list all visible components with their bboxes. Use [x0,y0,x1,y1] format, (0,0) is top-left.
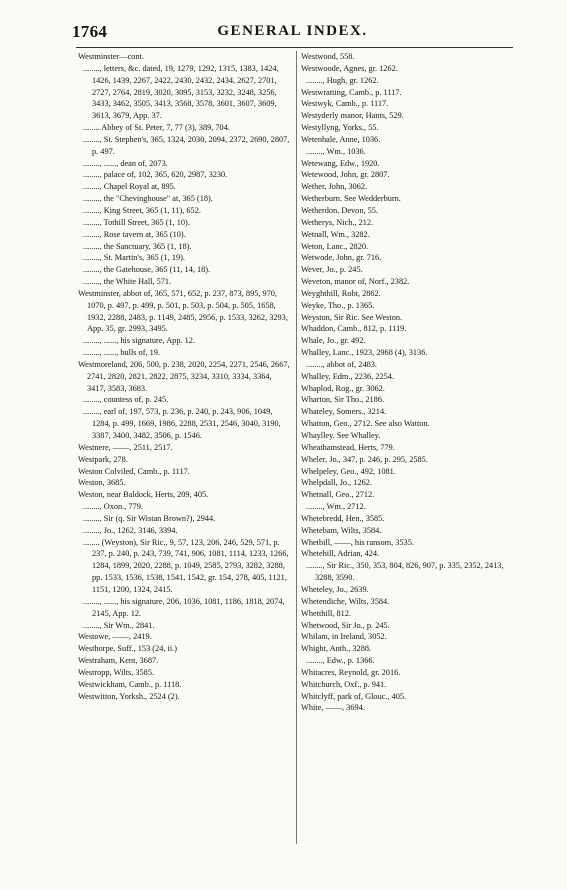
index-entry: Westowe, ——, 2419. [78,632,152,642]
index-entry: Westnere, ——, 2511, 2517. [78,442,173,452]
index-entry: Westminster—cont. [78,52,144,61]
index-entry: Whetthill, 812. [301,608,352,618]
index-entry: ........, St. Martin's, 365 (1, 19). [83,253,185,263]
index-entry: Whilam, in Ireland, 3052. [301,632,387,642]
index-entry: Whitacres, Reynold, gr. 2016. [301,667,401,677]
index-entry: ........, the "Chevinghouse" at, 365 (18). [83,194,213,204]
index-entry: Whale, Jo., gr. 492. [301,336,366,346]
index-entry: ........, Chapel Royal at, 895. [83,182,176,192]
index-entry: ........, Tothill Street, 365 (1, 10). [83,217,190,227]
index-entry: ........, Wm., 2712. [306,502,366,512]
index-entry: ........, Jo., 1262, 3146, 3394. [83,525,178,535]
index-entry: ........, earl of, 197, 573, p. 236, p. 240, p. 243, 906, 1049, 1284, p. 499, 1669, 1986, 2288, 2531, 2546, 3040, 3190, 3387, 3400, 3482, 3506, p. 1546. [83,407,281,440]
index-entry: Whetwood, Sir Jo., p. 245. [301,620,390,630]
index-entry: Westmoreland, 206, 500, p. 238, 2020, 2254, 2271, 2546, 2667, 2741, 2820, 2821, 2822, 2875, 3234, 3310, 3334, 3364, 3417, 3583, 3683. [78,359,290,393]
index-entry: ........, Edw., p. 1366. [306,656,375,666]
index-entry: Weyke, Tho., p. 1365. [301,300,375,310]
index-entry: Westminster, abbot of, 365, 571, 652, p. 237, 873, 895, 970, 1070, p. 497, p. 499, p. 501, p. 503, p. 504, p. 505, 1658, 1932, 2288, 2483, p. 1149, 2485, 2956, p. 1533, 3262, 3293, App. 35, gr. 2993, 3495. [78,288,288,334]
header-rule [76,47,513,48]
index-entry: Whelpdall, Jo., 1262. [301,478,372,488]
index-entry: ........, Sir Ric., 350, 353, 804, 826, 907, p. 335, 2352, 2413, 3288, 3590. [306,561,504,583]
index-entry: ........, ......, his signature, 206, 1036, 1081, 1186, 1818, 2074, 2145, App. 12. [83,596,285,618]
index-entry: Wheteley, Jo., 2639. [301,584,369,594]
index-entry: ........, ......, bulls of, 19. [83,348,160,358]
index-entry: Weton, Lanc., 2820. [301,241,369,251]
index-entry: Whaylley. See Whalley. [301,431,381,440]
index-column-left [78,51,292,702]
index-entry: Whalley, Edm., 2236, 2254. [301,371,395,381]
column-divider [296,51,297,844]
index-entry: ........, Sir Wm., 2841. [83,620,155,630]
index-entry: Wetherdon, Devon, 55. [301,205,378,215]
index-entry: Westpark, 278. [78,454,128,464]
index-entry: ........, Wm., 1036. [306,146,366,156]
index-entry: Wharton, Sir Tho., 2186. [301,395,385,405]
index-entry: Westwyk, Camb., p. 1117. [301,99,389,109]
index-entry: Weyston, Sir Ric. See Weston. [301,312,403,322]
index-entry: Weveton, manor of, Norf., 2382. [301,277,410,287]
index-entry-list-right [301,51,515,714]
index-entry: ........, ......, his signature, App. 12. [83,336,196,346]
index-entry: ........, the Gatehouse, 365 (11, 14, 18). [83,265,211,275]
index-entry: Whitclyff, park of, Glouc., 405. [301,691,407,701]
index-entry: Wetwode, John, gr. 716. [301,253,382,263]
index-entry: Weston Colviled, Camb., p. 1117. [78,466,190,476]
index-entry: ........, St. Stephen's, 365, 1324, 2030, 2094, 2372, 2690, 2807, p. 497. [83,134,290,156]
index-entry: Wetherys, Nich., 212. [301,217,374,227]
index-entry: Weyghthill, Robt, 2862. [301,288,381,298]
index-entry: Whaddon, Camb., 812, p. 1119. [301,324,407,334]
index-entry: Westwitton, Yorksh., 2524 (2). [78,691,180,701]
index-entry: ........, abbot of, 2483. [306,359,377,369]
index-entry: Whaplod, Rog., gr. 3062. [301,383,385,393]
index-entry: Westhorpe, Suff., 153 (24, ii.) [78,644,177,654]
index-column-right [301,51,515,714]
index-entry: Wheathamstead, Herts, 779. [301,442,395,452]
index-entry: ........, Sir (q. Sir Wistan Brown?), 2944. [83,513,216,523]
index-entry: ........, letters, &c. dated, 19, 1279, 1292, 1315, 1383, 1424, 1426, 1439, 2267, 2422, 2430, 2432, 2434, 2627, 2701, 2727, 2764, 2819, 3020, 3095, 3153, 3232, 3248, 3256, 3433, 3462, 3505, 3413, 3568, 3578, 3601, 3607, 3609, 3613, 3679, App. 37. [83,63,279,121]
index-entry-list-left [78,51,292,702]
index-entry: Whetendiche, Wilts, 3584. [301,596,390,606]
index-entry: Whatton, Geo., 2712. See also Watton. [301,419,430,429]
index-entry: ........ Abbey of St. Peter, 7, 77 (3), 389, 704. [83,123,230,133]
index-entry: ........, King Street, 365 (1, 11), 652. [83,205,201,215]
index-entry: Wever, Jo., p. 245. [301,265,363,275]
index-entry: Westwoode, Agnes, gr. 1262. [301,63,398,73]
index-entry: Westraham, Kent, 3687. [78,656,159,666]
index-entry: Whetbill, ——, his ransom, 3535. [301,537,414,547]
index-entry: Whalley, Lanc., 1923, 2968 (4), 3136. [301,348,428,358]
page-title: GENERAL INDEX. [217,23,368,39]
index-entry: Wheler, Jo., 347, p. 246, p. 295, 2585. [301,454,428,464]
index-entry: Westropp, Wilts, 3585. [78,667,155,677]
index-entry: Wetherburn. See Wedderburn. [301,194,401,204]
index-entry: ........, the White Hall, 571. [83,277,172,287]
index-entry: Wetewood, John, gr. 2807. [301,170,390,180]
index-entry: Whetebredd, Hen., 3585. [301,513,385,523]
index-entry: Westwratting, Camb., p. 1117. [301,87,402,97]
index-entry: ........, palace of, 102, 365, 620, 2987, 3230. [83,170,228,180]
index-entry: Westyllyng, Yorks., 55. [301,123,379,133]
index-entry: Wetewang, Edw., 1920. [301,158,380,168]
index-entry: Whitchurch, Oxf., p. 941. [301,679,387,689]
index-entry: ........, countess of, p. 245. [83,395,169,405]
index-entry: ........, Hugh, gr. 1262. [306,75,379,85]
index-entry: Wetenhale, Anne, 1036. [301,134,381,144]
index-entry: White, ——, 3694. [301,703,365,713]
index-entry: ........, the Sanctuary, 365 (1, 18). [83,241,192,251]
index-entry: Weston, near Baldock, Herts, 209, 405. [78,490,209,500]
index-entry: Whight, Anth., 3288. [301,644,372,654]
index-entry: Weston, 3685. [78,478,126,488]
index-entry: Westyderly manor, Hants, 529. [301,111,404,121]
index-entry: Whateley, Somers., 3214. [301,407,387,417]
index-entry: Whetehill, Adrian, 424. [301,549,380,559]
index-entry: ........ (Weyston), Sir Ric., 9, 57, 123, 206, 246, 529, 571, p. 237, p. 240, p. 243, 739, 741, 906, 1081, 1114, 1233, 1266, 1284, 1899, 2020, 2288, p. 1049, 2585, 2793, 3282, 3288, pp. 1533, 1536, 1538, 1541, 1542, gr. 154, 278, 405, 1121, 1151, 1200, 1324, 2415. [83,537,289,594]
index-entry: Whetebam, Wilts, 3584. [301,525,382,535]
index-entry: Westwood, 558. [301,52,355,61]
index-entry: Wether, John, 3062. [301,182,368,192]
index-entry: Westwickham, Camb., p. 1118. [78,679,182,689]
page-number: 1764 [72,22,108,41]
index-entry: Wetnall, Wm., 3282. [301,229,370,239]
index-entry: Whetnall, Geo., 2712. [301,490,375,500]
index-entry: ........, ......, dean of, 2073. [83,158,168,168]
index-entry: Whelpeley, Geo., 492, 1081. [301,466,396,476]
index-entry: ........, Oxon., 779. [83,502,143,512]
index-entry: ........, Rose tavern at, 365 (10). [83,229,186,239]
page-header [72,22,513,42]
